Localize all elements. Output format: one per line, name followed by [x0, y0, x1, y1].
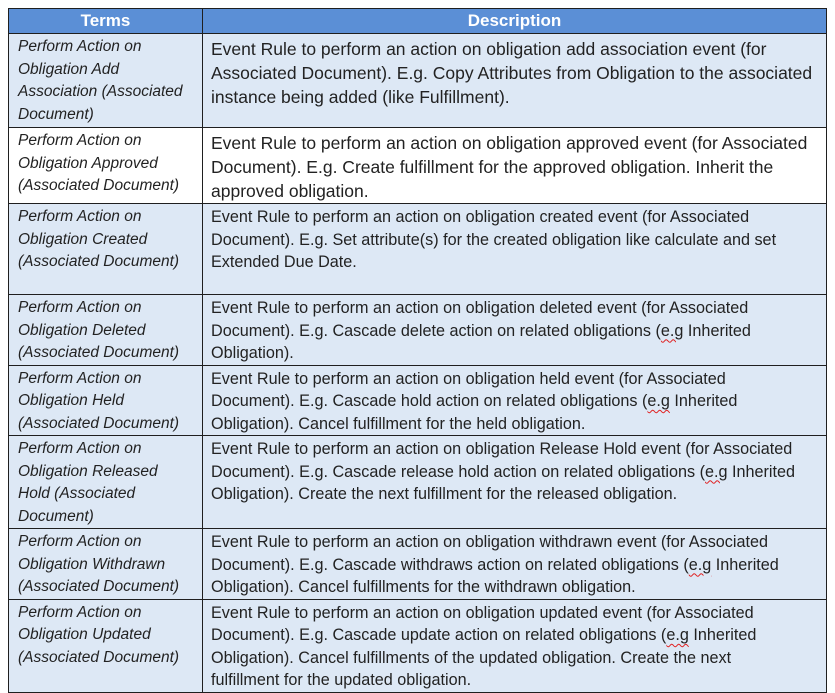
header-description: Description	[203, 9, 827, 34]
spellcheck-word: e.g	[660, 321, 684, 340]
description-cell	[203, 204, 827, 295]
term-text: Perform Action on Obligation Updated (Associated Document)	[18, 603, 180, 666]
description-text: Event Rule to perform an action on obligation approved event (for Associated Document). E.g. Create fulfillment for the approved obligation. Inherit the approved obligation.	[211, 133, 808, 201]
term-text: Perform Action on Obligation Created (Associated Document)	[18, 208, 180, 270]
table-row	[9, 204, 827, 295]
description-cell	[203, 436, 827, 529]
table-row	[9, 436, 827, 529]
terms-description-table	[8, 8, 827, 693]
header-terms: Terms	[9, 9, 203, 34]
table-row	[9, 365, 827, 436]
term-text: Perform Action on Obligation Withdrawn (Associated Document)	[18, 533, 180, 595]
header-row	[9, 9, 827, 34]
spellcheck-word: e.g	[647, 392, 670, 410]
term-text: Perform Action on Obligation Add Association (Associated Document)	[18, 38, 183, 123]
term-text: Perform Action on Obligation Approved (Associated Document)	[18, 132, 180, 194]
spellcheck-word: e.g	[688, 555, 712, 574]
description-text: Event Rule to perform an action on obligation deleted event (for Associated Document). E.g. Cascade delete action on related obligations (e.g Inherited Obligation).	[211, 299, 751, 362]
description-cell	[203, 295, 827, 366]
term-cell	[9, 599, 203, 692]
description-text: Event Rule to perform an action on obligation held event (for Associated Document). E.g. Cascade hold action on related obligations (e.g Inherited Obligation). Cancel fulfillment for the held obligation.	[211, 369, 738, 433]
table-row	[9, 599, 827, 692]
description-cell	[203, 529, 827, 600]
description-text: Event Rule to perform an action on obligation Release Hold event (for Associated Document). E.g. Cascade release hold action on related obligations (e.g Inherited Obligation). Create the next fulfillment for the released obligation.	[211, 440, 796, 503]
description-text: Event Rule to perform an action on obligation updated event (for Associated Document). E.g. Cascade update action on related obligations (e.g Inherited Obligation). Cancel fulfillments of the updated obligation. Create the next fulfillment for the updated obligation.	[211, 603, 757, 689]
term-text: Perform Action on Obligation Released Hold (Associated Document)	[18, 440, 158, 525]
description-text: Event Rule to perform an action on obligation created event (for Associated Document). E.g. Set attribute(s) for the created obligation like calculate and set Extended Due Date.	[211, 208, 777, 271]
term-cell	[9, 34, 203, 128]
term-cell	[9, 436, 203, 529]
term-text: Perform Action on Obligation Held (Associated Document)	[18, 369, 180, 432]
table-row	[9, 295, 827, 366]
term-cell	[9, 128, 203, 204]
description-cell	[203, 365, 827, 436]
spellcheck-word: e.g	[705, 462, 728, 481]
term-text: Perform Action on Obligation Deleted (Associated Document)	[18, 299, 180, 361]
term-cell	[9, 529, 203, 600]
term-cell	[9, 295, 203, 366]
spellcheck-word: e.g	[666, 626, 689, 644]
description-text: Event Rule to perform an action on obligation add association event (for Associated Document). E.g. Copy Attributes from Obligation to the associated instance being added (like Fulfillment).	[211, 39, 813, 107]
table-row	[9, 529, 827, 600]
description-text: Event Rule to perform an action on obligation withdrawn event (for Associated Document). E.g. Cascade withdraws action on related obligations (e.g Inherited Obligation). Cancel fulfillments for the withdrawn obligation.	[211, 533, 779, 596]
term-cell	[9, 204, 203, 295]
description-cell	[203, 128, 827, 204]
description-cell	[203, 599, 827, 692]
description-cell	[203, 34, 827, 128]
table-row	[9, 34, 827, 128]
table-row	[9, 128, 827, 204]
term-cell	[9, 365, 203, 436]
